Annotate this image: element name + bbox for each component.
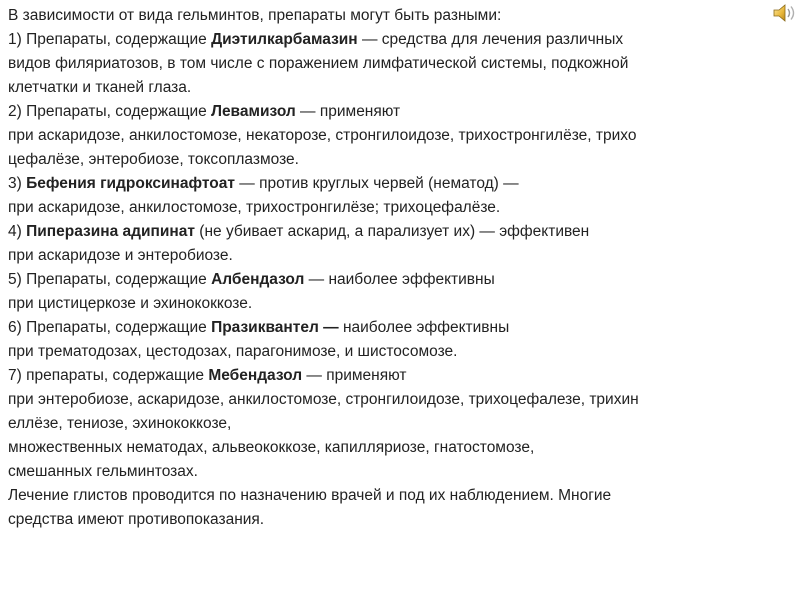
text-line [8,220,778,244]
text-segment: при аскаридозе и энтеробиозе. [8,247,233,264]
text-segment: наиболее эффективны [338,319,510,336]
drug-name: Празиквантел — [211,319,339,336]
text-segment: еллёзе, тениозе, эхинококкозе, [8,415,232,432]
text-segment: при энтеробиозе, аскаридозе, анкилостомозе, стронгилоидозе, трихоцефалезе, трихин [8,391,639,408]
text-segment: 1) Препараты, содержащие [8,31,212,48]
text-segment: — применяют [302,367,407,384]
text-segment: видов филяриатозов, в том числе с поражением лимфатической системы, подкожной [8,55,629,72]
text-segment: — против круглых червей (нематод) — [234,175,519,192]
text-segment: клетчатки и тканей глаза. [8,79,192,96]
text-line [8,76,778,100]
text-segment: 3) [8,175,27,192]
text-line [8,292,778,316]
speaker-icon-graphic [772,2,798,24]
text-line [8,244,778,268]
text-line [8,484,778,508]
slide-text-block [8,4,778,532]
text-line [8,124,778,148]
speaker-icon[interactable] [772,2,798,24]
text-line [8,316,778,340]
text-segment: множественных нематодах, альвеококкозе, капилляриозе, гнатостомозе, [8,439,535,456]
drug-name: Диэтилкарбамазин [211,31,358,48]
text-line [8,196,778,220]
drug-name: Пиперазина адипинат [26,223,195,240]
text-line [8,364,778,388]
drug-name: Левамизол [211,103,296,120]
text-line [8,172,778,196]
text-line [8,436,778,460]
text-segment: Лечение глистов проводится по назначению врачей и под их наблюдением. Многие [8,487,612,504]
text-line [8,460,778,484]
drug-name: Мебендазол [208,367,303,384]
text-line [8,4,778,28]
text-segment: средства имеют противопоказания. [8,511,265,528]
drug-name: Албендазол [211,271,305,288]
text-segment: (не убивает аскарид, а парализует их) — эффективен [195,223,590,240]
text-segment: 2) Препараты, содержащие [8,103,212,120]
text-segment: при трематодозах, цестодозах, парагонимозе, и шистосомозе. [8,343,458,360]
text-segment: 5) Препараты, содержащие [8,271,212,288]
text-segment: при аскаридозе, анкилостомозе, некаторозе, стронгилоидозе, трихостронгилёзе, трихо [8,127,637,144]
text-line [8,388,778,412]
text-segment: смешанных гельминтозах. [8,463,198,480]
text-segment: — применяют [295,103,401,120]
text-line [8,28,778,52]
drug-name: Бефения гидроксинафтоат [26,175,235,192]
text-segment: цефалёзе, энтеробиозе, токсоплазмозе. [8,151,299,168]
text-segment: 6) Препараты, содержащие [8,319,212,336]
text-segment: при аскаридозе, анкилостомозе, трихостронгилёзе; трихоцефалёзе. [8,199,501,216]
text-segment: В зависимости от вида гельминтов, препараты могут быть разными: [8,7,502,24]
text-line [8,508,778,532]
text-line [8,412,778,436]
text-segment: — наиболее эффективны [304,271,495,288]
text-line [8,100,778,124]
text-segment: — средства для лечения различных [357,31,624,48]
text-line [8,148,778,172]
text-line [8,268,778,292]
text-segment: при цистицеркозе и эхинококкозе. [8,295,253,312]
text-segment: 7) препараты, содержащие [8,367,209,384]
text-line [8,340,778,364]
text-line [8,52,778,76]
text-segment: 4) [8,223,27,240]
